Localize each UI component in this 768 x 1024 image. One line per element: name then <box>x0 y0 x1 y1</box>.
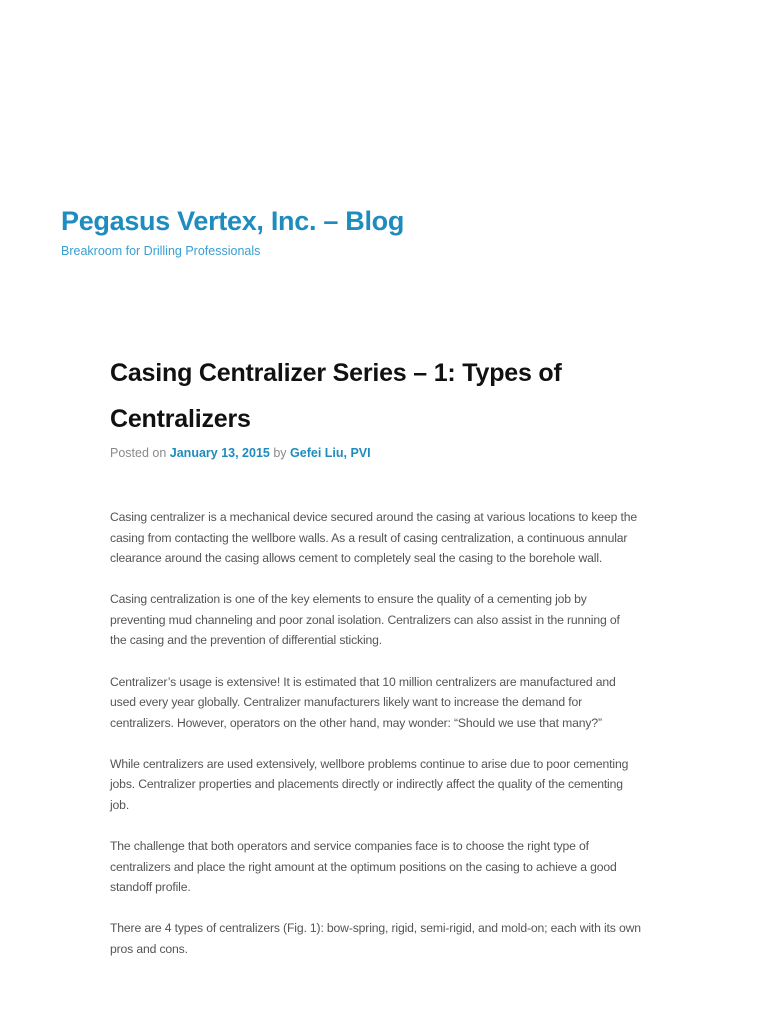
paragraph-line: Centralizer’s usage is extensive! It is estimated that 10 million centralizers are manufactured and <box>110 674 616 689</box>
paragraph-line: jobs. Centralizer properties and placements directly or indirectly affect the quality of the cementing <box>110 777 623 792</box>
by-label: by <box>273 446 287 460</box>
post-title-line: Centralizers <box>110 405 251 433</box>
paragraph-line: job. <box>110 798 130 813</box>
site-tagline: Breakroom for Drilling Professionals <box>61 244 261 258</box>
paragraph-line: Casing centralizer is a mechanical device secured around the casing at various locations to keep the <box>110 510 637 524</box>
paragraph <box>110 754 670 816</box>
paragraph-line: There are 4 types of centralizers (Fig. 1): bow-spring, rigid, semi-rigid, and mold-on; each with its own <box>110 921 641 936</box>
paragraph-line: the casing and the prevention of differential sticking. <box>110 633 383 648</box>
paragraph <box>110 507 670 569</box>
paragraph <box>110 672 670 734</box>
paragraph-line: standoff profile. <box>110 880 191 895</box>
paragraph-line: centralizers. However, operators on the other hand, may wonder: “Should we use that many?” <box>110 715 602 730</box>
paragraph-line: preventing mud channeling and poor zonal isolation. Centralizers can also assist in the running of <box>110 612 620 627</box>
paragraph-line: clearance around the casing allows cement to completely seal the casing to the borehole wall. <box>110 551 603 566</box>
paragraph-line: centralizers and place the right amount at the optimum positions on the casing to achieve a good <box>110 859 617 874</box>
paragraph <box>110 918 670 959</box>
post-meta <box>110 446 371 460</box>
post-title <box>110 350 562 442</box>
site-title-link[interactable]: Pegasus Vertex, Inc. – Blog <box>61 206 405 236</box>
paragraph-line: pros and cons. <box>110 942 188 956</box>
post-content <box>110 507 670 980</box>
paragraph-line: used every year globally. Centralizer manufacturers likely want to increase the demand for <box>110 695 582 710</box>
author-link[interactable]: Gefei Liu, PVI <box>290 446 371 460</box>
paragraph-line: While centralizers are used extensively, wellbore problems continue to arise due to poor cementing <box>110 756 629 771</box>
posted-on-label: Posted on <box>110 446 167 460</box>
post-title-line: Casing Centralizer Series – 1: Types of <box>110 359 562 387</box>
paragraph <box>110 836 670 898</box>
paragraph-line: The challenge that both operators and service companies face is to choose the right type of <box>110 839 589 854</box>
post-date-link[interactable]: January 13, 2015 <box>169 446 270 460</box>
paragraph <box>110 589 670 651</box>
paragraph-line: casing from contacting the wellbore walls. As a result of casing centralization, a continuous annular <box>110 530 628 545</box>
paragraph-line: Casing centralization is one of the key elements to ensure the quality of a cementing job by <box>110 592 587 607</box>
